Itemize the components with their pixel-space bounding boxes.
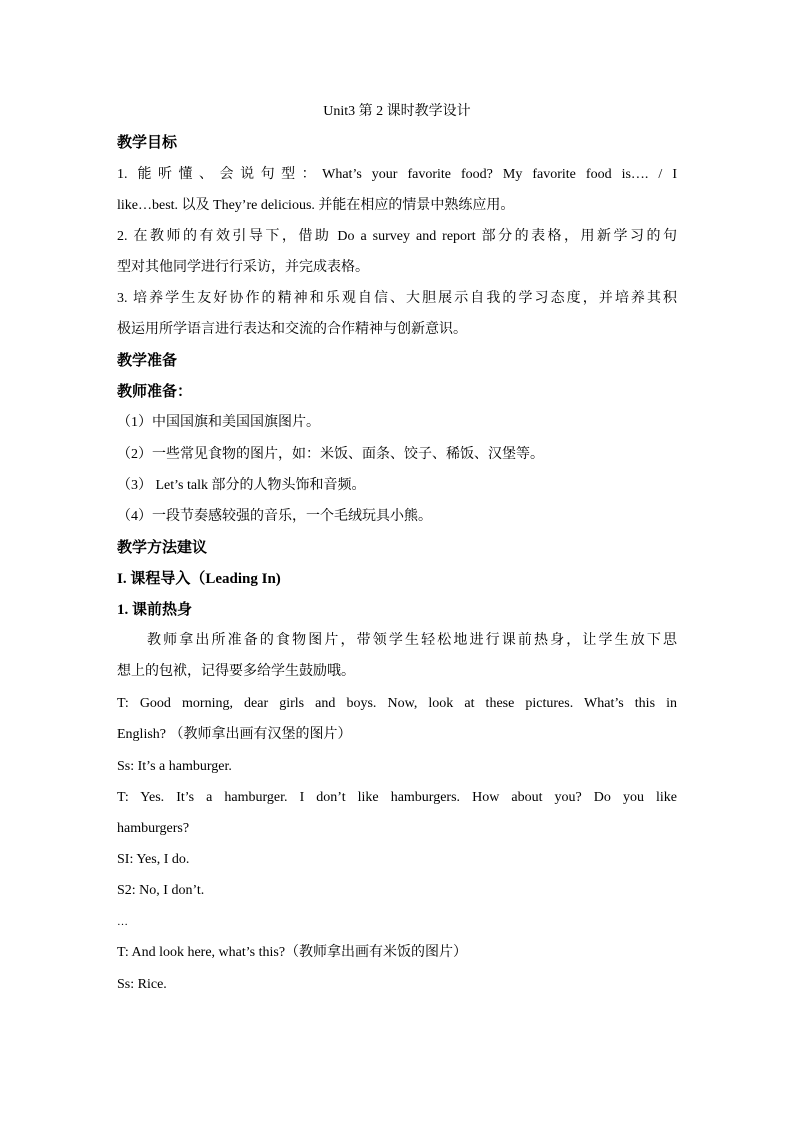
- dialogue-line-5: hamburgers?: [117, 821, 190, 836]
- prep-item-1: （1）中国国旗和美国国旗图片。: [117, 415, 320, 430]
- goal-2-line-2: 型对其他同学进行行采访，并完成表格。: [117, 260, 369, 275]
- dialogue-line-2: English? （教师拿出画有汉堡的图片）: [117, 727, 352, 742]
- prep-item-4: （4）一段节奏感较强的音乐，一个毛绒玩具小熊。: [117, 509, 432, 524]
- heading-teaching-methods: 教学方法建议: [117, 540, 208, 556]
- dialogue-line-7: S2: No, I don’t.: [117, 883, 205, 898]
- dialogue-line-6: SI: Yes, I do.: [117, 852, 190, 867]
- document-page: [117, 0, 677, 1123]
- heading-teaching-goals: 教学目标: [117, 135, 178, 151]
- heading-teaching-prep: 教学准备: [117, 353, 178, 369]
- dialogue-line-9: Ss: Rice.: [117, 977, 167, 992]
- dialogue-line-1: T: Good morning, dear girls and boys. Now, look at these pictures. What’s this in: [117, 696, 677, 711]
- document-title: Unit3 第 2 课时教学设计: [323, 104, 471, 119]
- goal-1-line-1: 1. 能听懂、会说句型：What’s your favorite food? My favorite food is…. / I: [117, 167, 677, 182]
- dialogue-line-8: T: And look here, what’s this?（教师拿出画有米饭的图片）: [117, 945, 468, 960]
- warm-up-paragraph-line-2: 想上的包袱，记得要多给学生鼓励哦。: [117, 664, 355, 679]
- dialogue-line-3: Ss: It’s a hamburger.: [117, 759, 232, 774]
- warm-up-paragraph-line-1: 教师拿出所准备的食物图片，带领学生轻松地进行课前热身，让学生放下思: [147, 633, 677, 648]
- goal-3-line-1: 3. 培养学生友好协作的精神和乐观自信、大胆展示自我的学习态度，并培养其积: [117, 291, 677, 306]
- prep-item-2: （2）一些常见食物的图片，如：米饭、面条、饺子、稀饭、汉堡等。: [117, 447, 544, 462]
- heading-leading-in: I. 课程导入（Leading In): [117, 571, 281, 587]
- heading-teacher-prep: 教师准备：: [117, 384, 193, 400]
- goal-1-line-2: like…best. 以及 They’re delicious. 并能在相应的情景中熟练应用。: [117, 198, 515, 213]
- dialogue-line-4: T: Yes. It’s a hamburger. I don’t like hamburgers. How about you? Do you like: [117, 790, 677, 805]
- dialogue-ellipsis: …: [117, 916, 129, 928]
- goal-3-line-2: 极运用所学语言进行表达和交流的合作精神与创新意识。: [117, 322, 467, 337]
- heading-warm-up: 1. 课前热身: [117, 602, 193, 618]
- prep-item-3: （3） Let’s talk 部分的人物头饰和音频。: [117, 478, 366, 493]
- goal-2-line-1: 2. 在教师的有效引导下，借助 Do a survey and report 部分的表格，用新学习的句: [117, 229, 677, 244]
